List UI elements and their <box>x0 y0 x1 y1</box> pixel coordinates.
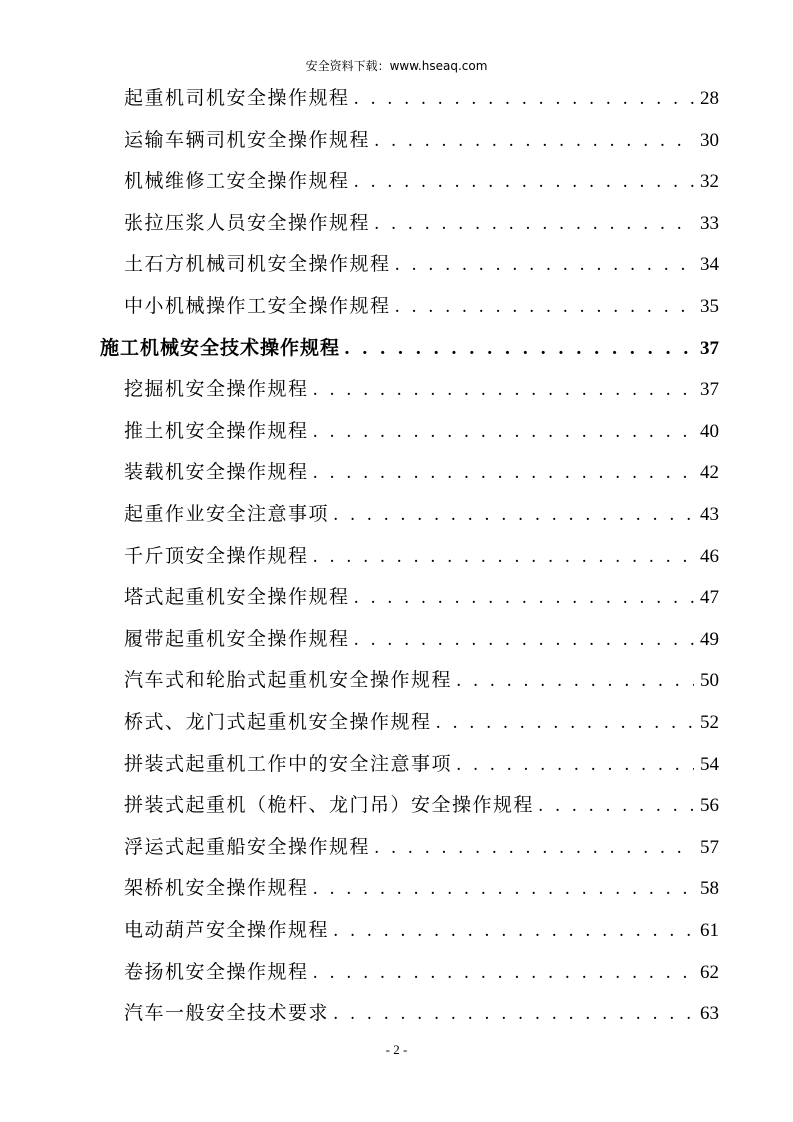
toc-entry-page: 34 <box>700 254 719 276</box>
toc-dot-leader <box>354 624 694 655</box>
toc-dot-leader <box>436 707 694 738</box>
toc-entry-title: 运输车辆司机安全操作规程 <box>124 128 371 151</box>
toc-dot-leader <box>344 333 694 364</box>
toc-section-entry[interactable] <box>124 873 719 903</box>
toc-entry-page: 62 <box>700 961 719 983</box>
toc-entry-title: 起重机司机安全操作规程 <box>124 87 350 109</box>
toc-dot-leader <box>374 208 694 239</box>
toc-section-entry[interactable] <box>124 83 719 113</box>
toc-section-entry[interactable] <box>124 832 719 862</box>
toc-entry-page: 33 <box>700 212 719 234</box>
toc-dot-leader <box>374 832 694 863</box>
toc-dot-leader <box>313 416 694 447</box>
toc-entry-title: 电动葫芦安全操作规程 <box>124 919 330 941</box>
toc-entry-title: 汽车式和轮胎式起重机安全操作规程 <box>124 669 453 692</box>
toc-section-entry[interactable] <box>124 166 719 196</box>
toc-section-entry[interactable] <box>124 499 719 529</box>
page-number: - 2 - <box>385 1042 408 1057</box>
toc-entry-title: 汽车一般安全技术要求 <box>124 1002 330 1025</box>
toc-dot-leader <box>538 790 694 821</box>
toc-entry-title: 机械维修工安全操作规程 <box>124 170 350 193</box>
toc-entry-page: 28 <box>700 88 719 109</box>
toc-chapter-entry[interactable] <box>100 333 719 363</box>
toc-section-entry[interactable] <box>124 541 719 571</box>
toc-entry-title: 中小机械操作工安全操作规程 <box>124 295 391 317</box>
toc-entry-page: 49 <box>700 628 719 650</box>
toc-entry-title: 塔式起重机安全操作规程 <box>124 586 350 609</box>
toc-dot-leader <box>456 665 694 696</box>
toc-entry-title: 拼装式起重机（桅杆、龙门吊）安全操作规程 <box>124 794 535 817</box>
toc-section-entry[interactable] <box>124 291 719 321</box>
toc-section-entry[interactable] <box>124 957 719 987</box>
toc-entry-page: 46 <box>700 545 719 567</box>
toc-entry-page: 47 <box>700 587 719 609</box>
toc-dot-leader <box>333 499 694 530</box>
toc-entry-page: 50 <box>700 670 719 692</box>
toc-section-entry[interactable] <box>124 125 719 155</box>
toc-entry-title: 卷扬机安全操作规程 <box>124 960 309 983</box>
toc-dot-leader <box>354 166 694 197</box>
toc-entry-page: 32 <box>700 171 719 193</box>
toc-dot-leader <box>313 541 694 572</box>
toc-section-entry[interactable] <box>124 582 719 612</box>
toc-entry-page: 54 <box>700 753 719 775</box>
toc-entry-title: 浮运式起重船安全操作规程 <box>124 835 371 858</box>
toc-section-entry[interactable] <box>124 208 719 238</box>
toc-section-entry[interactable] <box>124 249 719 279</box>
toc-entry-title: 装载机安全操作规程 <box>124 461 309 484</box>
toc-entry-title: 张拉压浆人员安全操作规程 <box>124 211 371 234</box>
toc-entry-page: 61 <box>700 920 719 941</box>
toc-entry-page: 63 <box>700 1003 719 1025</box>
toc-dot-leader <box>313 374 694 405</box>
toc-entry-page: 37 <box>700 379 719 401</box>
toc-section-entry[interactable] <box>124 624 719 654</box>
toc-dot-leader <box>313 957 694 988</box>
toc-dot-leader <box>456 749 694 780</box>
toc-entry-title: 土石方机械司机安全操作规程 <box>124 253 391 276</box>
toc-dot-leader <box>395 291 694 322</box>
toc-entry-page: 37 <box>700 337 719 359</box>
toc-dot-leader <box>333 998 694 1029</box>
toc-entry-page: 30 <box>700 129 719 151</box>
toc-entry-page: 35 <box>700 296 719 317</box>
toc-section-entry[interactable] <box>124 374 719 404</box>
toc-dot-leader <box>374 125 694 156</box>
toc-section-entry[interactable] <box>124 915 719 945</box>
toc-section-entry[interactable] <box>124 416 719 446</box>
toc-section-entry[interactable] <box>124 998 719 1028</box>
toc-entry-page: 43 <box>700 504 719 525</box>
toc-entry-title: 推土机安全操作规程 <box>124 419 309 442</box>
toc-entry-page: 56 <box>700 795 719 817</box>
toc-entry-title: 架桥机安全操作规程 <box>124 877 309 900</box>
page-header: 安全资料下载：www.hseaq.com <box>305 59 488 73</box>
toc-section-entry[interactable] <box>124 707 719 737</box>
toc-dot-leader <box>313 457 694 488</box>
toc-section-entry[interactable] <box>124 749 719 779</box>
toc-section-entry[interactable] <box>124 457 719 487</box>
toc-entry-title: 拼装式起重机工作中的安全注意事项 <box>124 752 453 775</box>
toc-entry-title: 履带起重机安全操作规程 <box>124 627 350 650</box>
toc-section-entry[interactable] <box>124 665 719 695</box>
toc-dot-leader <box>313 873 694 904</box>
toc-entry-page: 58 <box>700 878 719 900</box>
toc-entry-title: 施工机械安全技术操作规程 <box>100 336 341 359</box>
toc-dot-leader <box>333 915 694 946</box>
toc-entry-page: 42 <box>700 462 719 484</box>
toc-section-entry[interactable] <box>124 790 719 820</box>
toc-entry-title: 起重作业安全注意事项 <box>124 503 330 525</box>
toc-entry-page: 52 <box>700 712 719 733</box>
toc-dot-leader <box>354 83 694 114</box>
toc-entry-title: 桥式、龙门式起重机安全操作规程 <box>124 711 432 733</box>
toc-entry-title: 千斤顶安全操作规程 <box>124 544 309 567</box>
toc-entry-page: 57 <box>700 836 719 858</box>
toc-entry-page: 40 <box>700 420 719 442</box>
toc-entry-title: 挖掘机安全操作规程 <box>124 378 309 401</box>
toc-dot-leader <box>354 582 694 613</box>
toc-dot-leader <box>395 249 694 280</box>
